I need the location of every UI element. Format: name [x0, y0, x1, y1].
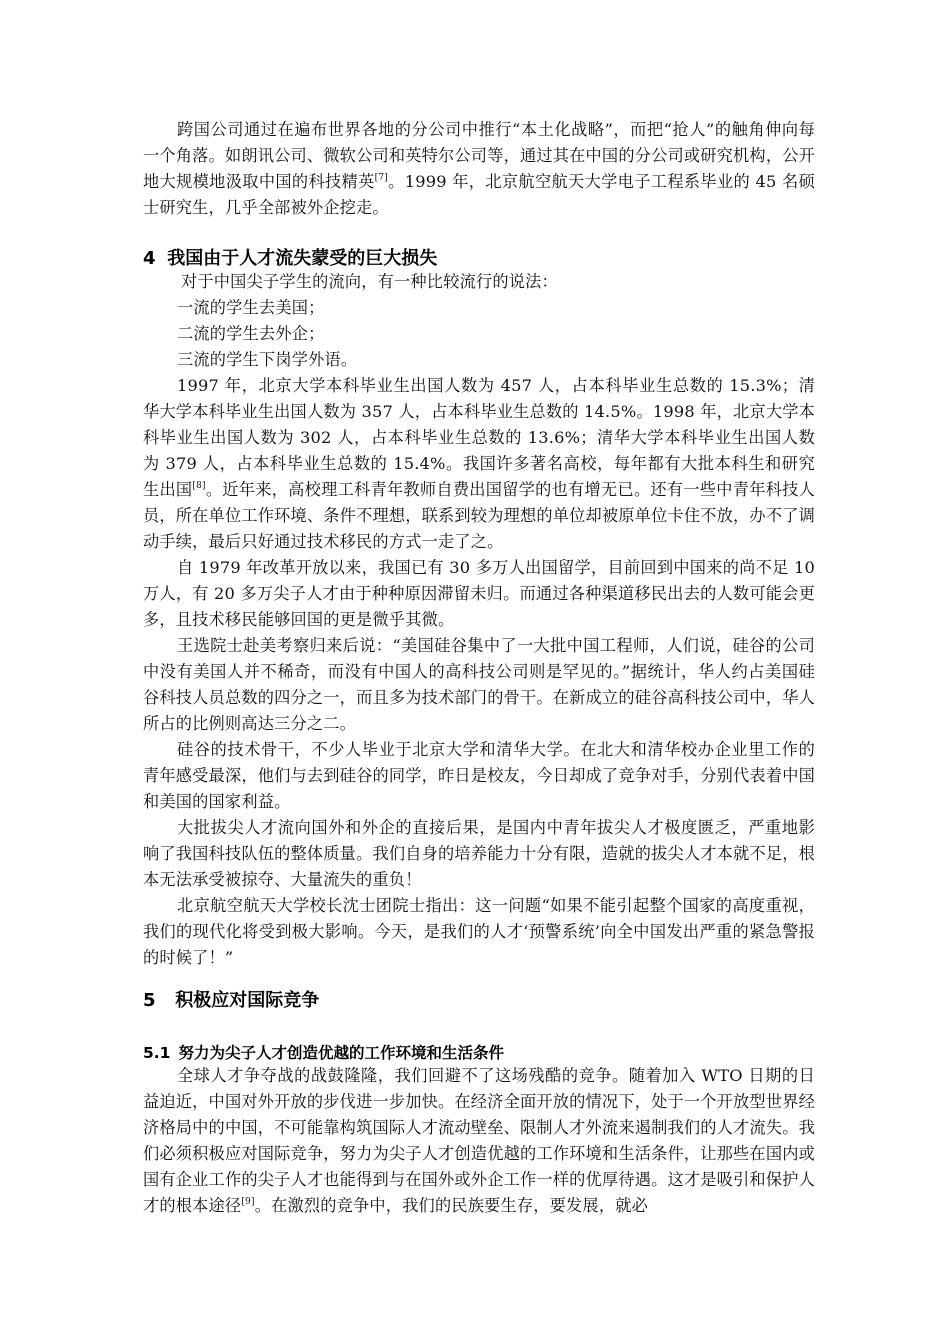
saying-line: 三流的学生下岗学外语。: [177, 350, 358, 369]
section-number: 5.1: [143, 1044, 171, 1062]
section-number: 4: [143, 248, 156, 269]
section-title: 积极应对国际竞争: [175, 990, 320, 1011]
paragraph: 硅谷的技术骨干，不少人毕业于北京大学和清华大学。在北大和清华校办企业里工作的青年感受最深，他们与去到硅谷的同学，昨日是校友，今日却成了竞争对手，分别代表着中国和美国的国家利益。: [143, 740, 815, 811]
paragraph: 王选院士赴美考察归来后说：“美国硅谷集中了一大批中国工程师，人们说，硅谷的公司中没有美国人并不稀奇，而没有中国人的高科技公司则是罕见的。”据统计，华人约占美国硅谷科技人员总数的四分之一，而且多为技术部门的骨干。在新成立的硅谷高科技公司中，华人所占的比例则高达三分之二。: [143, 636, 815, 733]
intro-paragraph: [143, 117, 815, 221]
section-number: 5: [143, 990, 156, 1011]
section-5-1-body: [143, 1063, 815, 1219]
citation: [7]: [374, 173, 389, 183]
section-4-body: [143, 269, 815, 971]
section-5-heading: [143, 986, 319, 1012]
paragraph: 对于中国尖子学生的流向，有一种比较流行的说法：: [181, 272, 558, 291]
paragraph: 大批拔尖人才流向国外和外企的直接后果，是国内中青年拔尖人才极度匮乏，严重地影响了我国科技队伍的整体质量。我们自身的培养能力十分有限，造就的拔尖人才本就不足，根本无法承受被掠夺、大量流失的重负！: [143, 818, 815, 889]
saying-line: 一流的学生去美国；: [177, 298, 325, 317]
paragraph: 1997 年，北京大学本科毕业生出国人数为 457 人，占本科毕业生总数的 15.3%；清华大学本科毕业生出国人数为 357 人，占本科毕业生总数的 14.5%。1998 年，北京大学本科毕业生出国人数为 302 人，占本科毕业生总数的 13.6%；清华大学本科毕业生出国人数为 379 人，占本科毕业生总数的 15.4%。我国许多著名高校，每年都有大批本科生和研究生出国[8]。近年来，高校理工科青年教师自费出国留学的也有增无已。还有一些中青年科技人员，所在单位工作环境、条件不理想，联系到较为理想的单位却被原单位卡住不放，办不了调动手续，最后只好通过技术移民的方式一走了之。: [143, 376, 815, 551]
section-5-1-heading: [143, 1041, 504, 1063]
section-title: 努力为尖子人才创造优越的工作环境和生活条件: [178, 1044, 504, 1062]
citation: [8]: [192, 481, 206, 491]
citation: [9]: [241, 1197, 255, 1207]
saying-line: 二流的学生去外企；: [177, 324, 325, 343]
paragraph: 跨国公司通过在遍布世界各地的分公司中推行“本土化战略”，而把“抢人”的触角伸向每一个角落。如朗讯公司、微软公司和英特尔公司等，通过其在中国的分公司或研究机构，公开地大规模地汲取中国的科技精英[7]。1999 年，北京航空航天大学电子工程系毕业的 45 名硕士研究生，几乎全部被外企挖走。: [143, 120, 815, 217]
paragraph: 自 1979 年改革开放以来，我国已有 30 多万人出国留学，目前回到中国来的尚不足 10 万人，有 20 多万尖子人才由于种种原因滞留未归。而通过各种渠道移民出去的人数可能会更多，且技术移民能够回国的更是微乎其微。: [143, 558, 815, 629]
paragraph: 全球人才争夺战的战鼓隆隆，我们回避不了这场残酷的竞争。随着加入 WTO 日期的日益迫近，中国对外开放的步伐进一步加快。在经济全面开放的情况下，处于一个开放型世界经济格局中的中国，不可能靠构筑国际人才流动壁垒、限制人才外流来遏制我们的人才流失。我们必须积极应对国际竞争，努力为尖子人才创造优越的工作环境和生活条件，让那些在国内或国有企业工作的尖子人才也能得到与在国外或外企工作一样的优厚待遇。这才是吸引和保护人才的根本途径[9]。在激烈的竞争中，我们的民族要生存，要发展，就必: [143, 1066, 815, 1215]
paragraph: 北京航空航天大学校长沈士团院士指出：这一问题“如果不能引起整个国家的高度重视，我们的现代化将受到极大影响。今天，是我们的人才‘预警系统’向全中国发出严重的紧急警报的时候了！”: [143, 896, 815, 967]
section-title: 我国由于人才流失蒙受的巨大损失: [167, 248, 438, 269]
section-4-heading: [143, 244, 437, 270]
